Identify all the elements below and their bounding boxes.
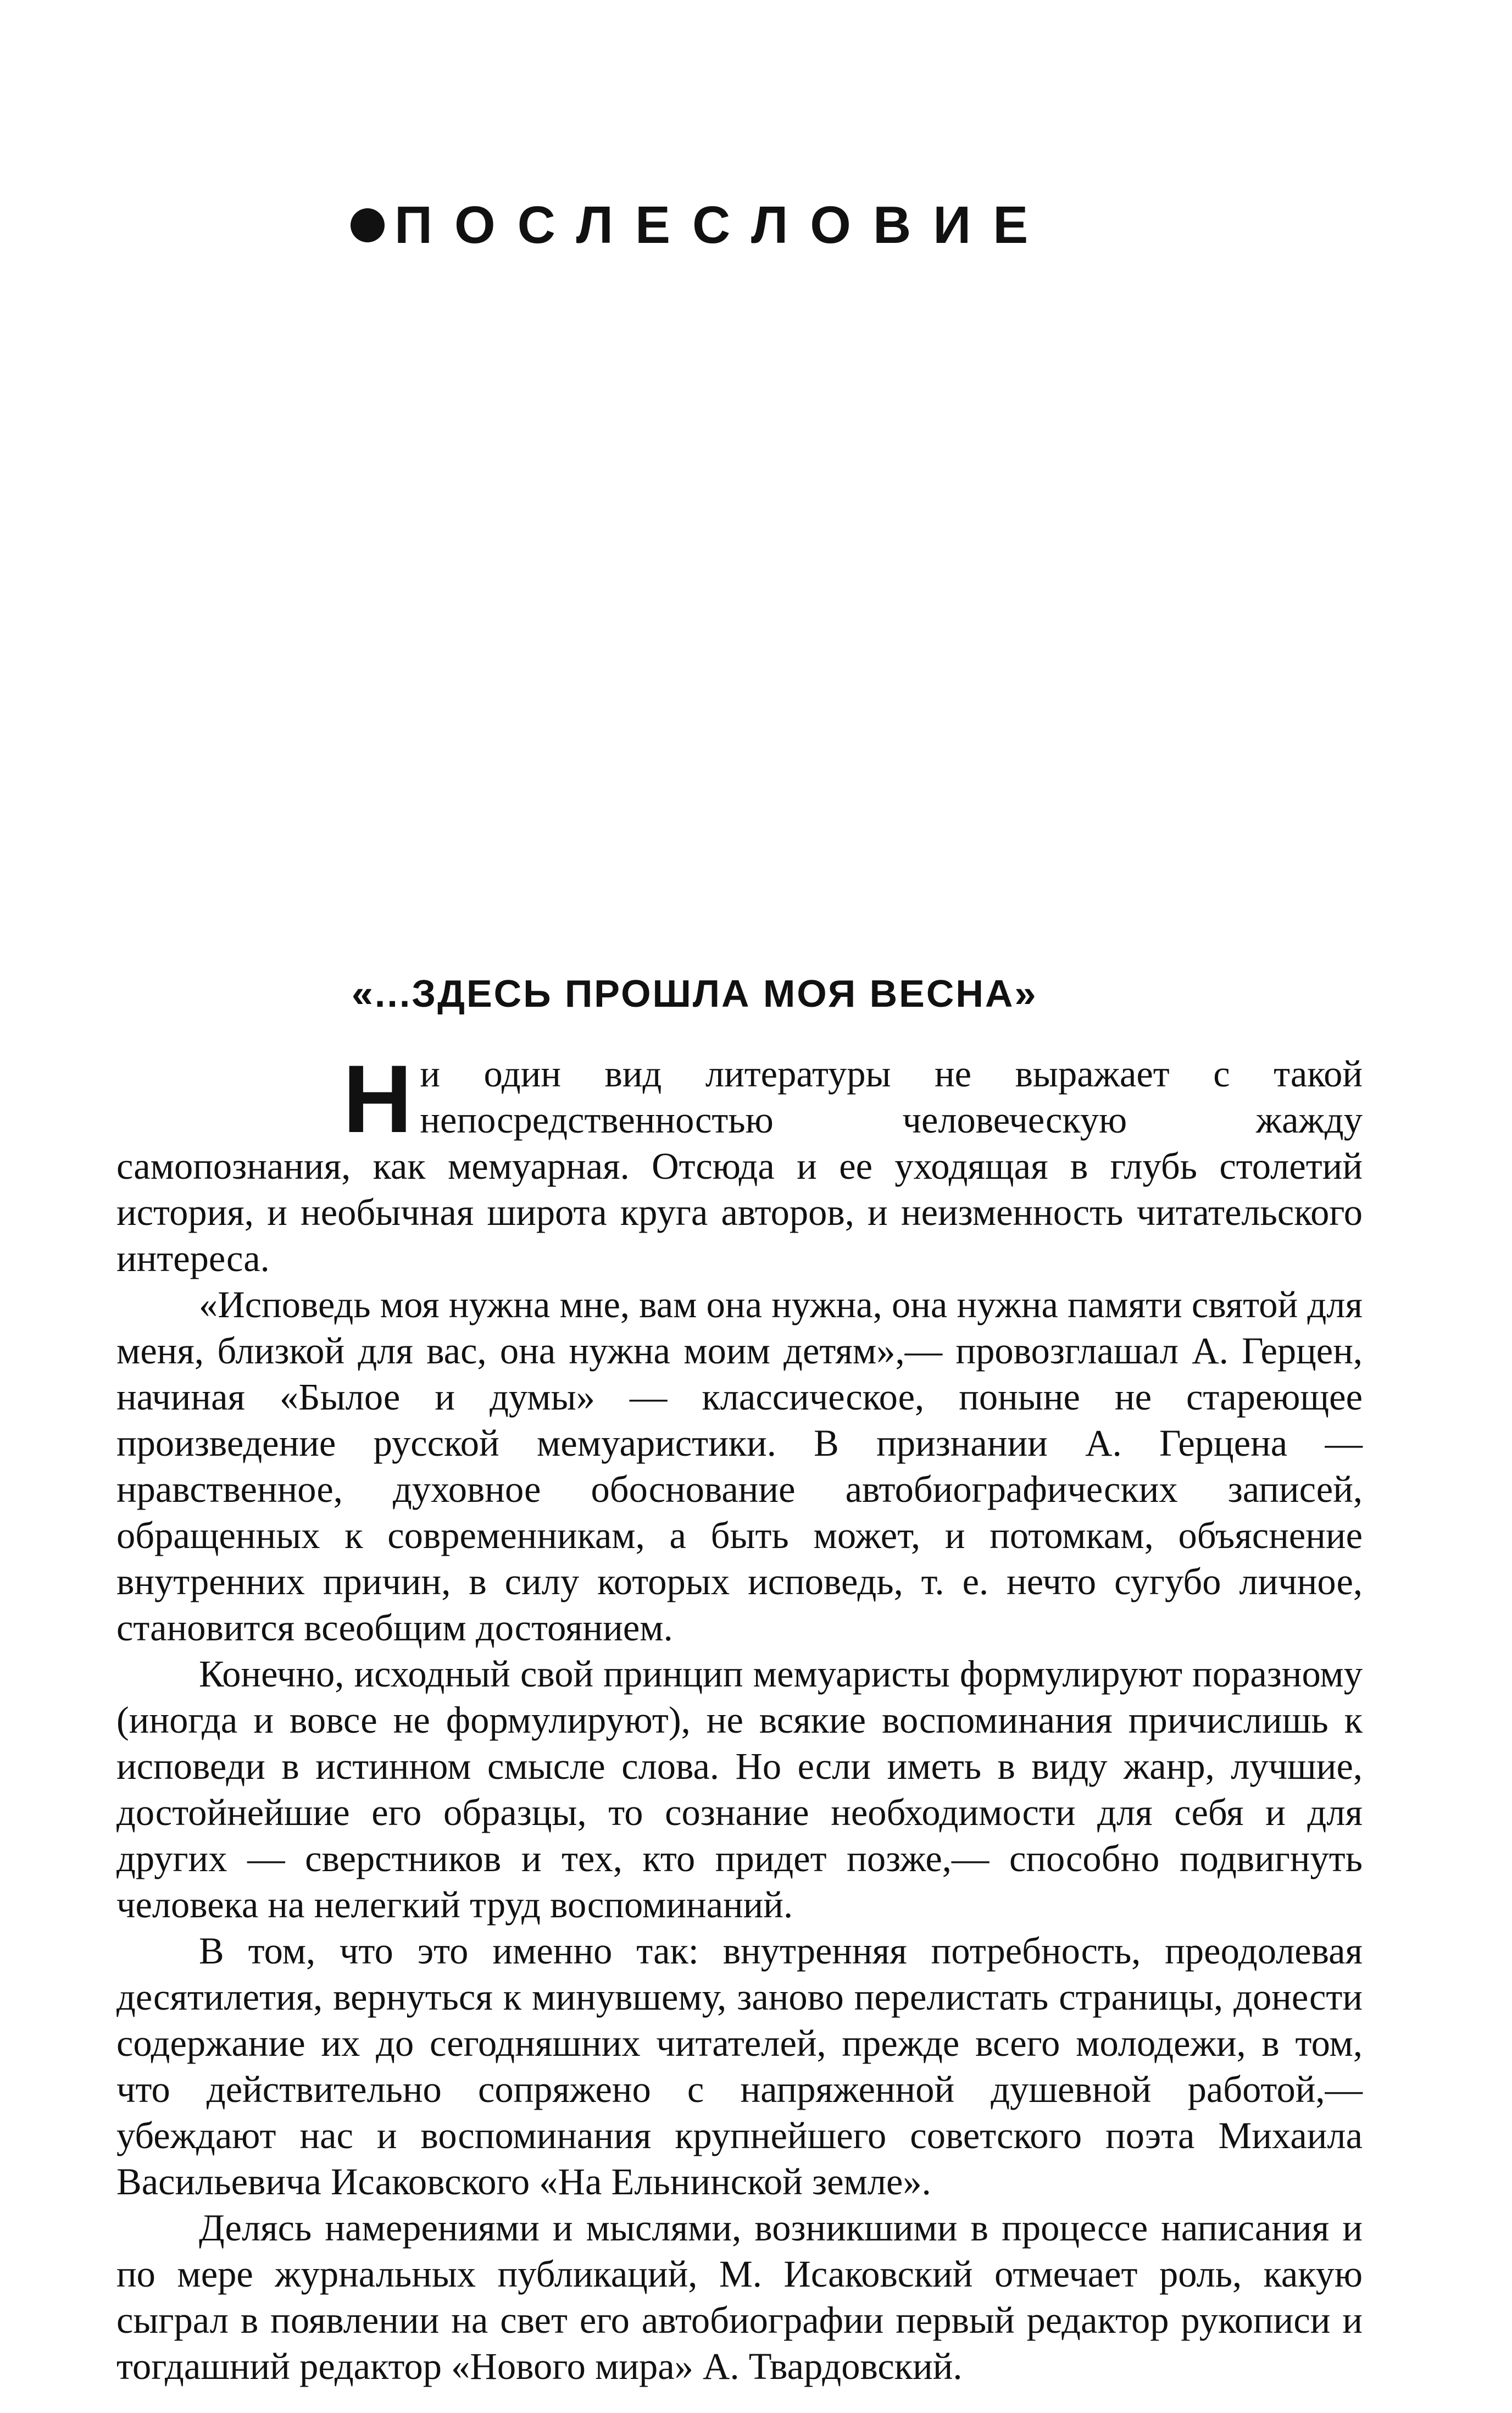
paragraph-3: Конечно, исходный свой принцип мемуаристы формулируют поразному (иногда и вовсе не формулируют), не всякие воспоминания причислишь к исповеди в истинном смысле слова. Но если иметь в виду жанр, лучшие, достойнейшие его образцы, то сознание необходимости для себя и для других — сверстников и тех, кто придет позже,— способно подвигнуть человека на нелегкий труд воспоминаний. [116,1653,1363,1926]
paragraph-2: «Исповедь моя нужна мне, вам она нужна, она нужна памяти святой для меня, близкой для вас, она нужна моим детям»,— провозглашал А. Герцен, начиная «Былое и думы» — классическое, поныне не стареющее произведение русской мемуаристики. В признании А. Герцена — нравственное, духовное обоснование автобиографических записей, обращенных к современникам, а быть может, и потомкам, объяснение внутренних причин, в силу которых исповедь, т. е. нечто сугубо личное, становится всеобщим достоянием. [116,1284,1363,1649]
paragraph-5: Делясь намерениями и мыслями, возникшими в процессе написания и по мере журнальных публикаций, М. Исаковский отмечает роль, какую сыграл в появлении на свет его автобиографии первый редактор рукописи и тогдашний редактор «Нового мира» А. Твардовский. [116,2207,1363,2387]
paragraph-text: и один вид литературы не выражает с такой непосредственностью человеческую жажду самопознания, как мемуарная. Отсюда и ее уходящая в глубь столетий история, и необычная широта круга авторов, и неизменность читательского интереса. [116,1053,1363,1279]
section-heading [351,192,1050,258]
filled-circle-icon [351,208,385,242]
paragraph-4: В том, что это именно так: внутренняя потребность, преодолевая десятилетия, вернуться к минувшему, заново перелистать страницы, донести содержание их до сегодняшних читателей, прежде всего молодежи, в том, что действительно сопряжено с напряженной душевной работой,— убеждают нас и воспоминания крупнейшего советского поэта Михаила Васильевича Исаковского «На Ельнинской земле». [116,1930,1363,2203]
chapter-title: «...ЗДЕСЬ ПРОШЛА МОЯ ВЕСНА» [352,972,1038,1015]
article-body [116,1046,1363,2389]
section-heading-text: ПОСЛЕСЛОВИЕ [394,196,1050,254]
paragraph-1 [116,1046,1363,1282]
drop-cap: Н [343,1046,413,1153]
